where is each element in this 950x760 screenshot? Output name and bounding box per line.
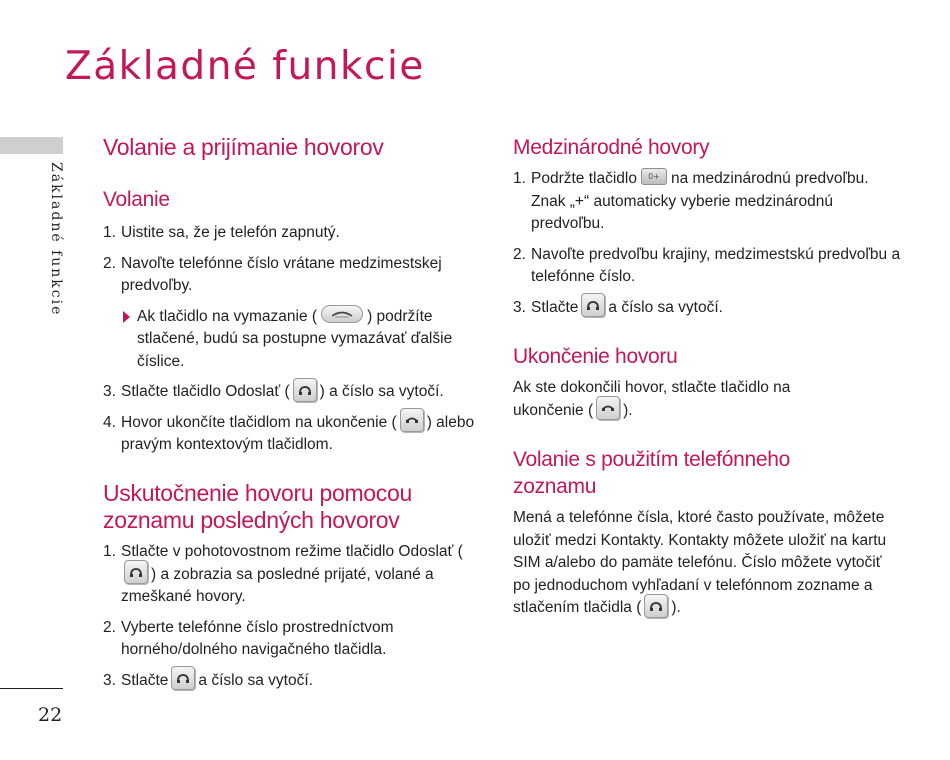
list-item	[103, 253, 483, 298]
note-text-after: ) podržíte stlačené, budú sa postupne vymazávať ďalšie číslice.	[137, 307, 453, 370]
recent-steps	[103, 541, 483, 700]
list-item	[103, 670, 483, 693]
list-item	[103, 617, 483, 662]
list-item	[103, 222, 483, 245]
item-number: 3.	[103, 671, 116, 689]
send-key-icon	[293, 378, 317, 402]
paragraph-text-after: ).	[623, 401, 633, 419]
item-text-after: ) alebo pravým kontextovým tlačidlom.	[121, 413, 475, 453]
list-item	[103, 412, 483, 457]
subheading-recent-calls: Uskutočnenie hovoru pomocou zoznamu posledných hovorov	[103, 480, 412, 533]
item-text-after: a číslo sa vytočí.	[608, 298, 723, 316]
clear-key-icon	[321, 305, 363, 323]
item-text-before: Stlačte tlačidlo Odoslať (	[121, 383, 290, 400]
item-number: 4.	[103, 413, 116, 431]
item-text: Vyberte telefónne číslo prostredníctvom horného/dolného navigačného tlačidla.	[121, 618, 394, 658]
item-number: 3.	[103, 383, 116, 400]
page-title: Základné funkcie	[65, 44, 425, 89]
paragraph-text-before: Ak ste dokončili hovor, stlačte tlačidlo na ukončenie (	[513, 379, 791, 419]
item-text-after: a číslo sa vytočí.	[198, 671, 313, 689]
list-item	[103, 381, 483, 404]
item-text-before: Stlačte v pohotovostnom režime tlačidlo Odoslať (	[121, 543, 463, 560]
end-key-icon	[400, 408, 424, 432]
list-item	[513, 244, 903, 289]
item-text-before: Hovor ukončíte tlačidlom na ukončenie (	[121, 413, 397, 431]
list-item	[103, 541, 483, 609]
item-text: Navoľte predvoľbu krajiny, medzimestskú predvoľbu a telefónne číslo.	[531, 245, 901, 285]
item-text-before: Stlačte	[121, 671, 169, 689]
item-number: 2.	[103, 254, 116, 272]
bullet-triangle-icon	[123, 311, 130, 323]
item-text: Navoľte telefónne číslo vrátane medzimestskej predvoľby.	[121, 254, 442, 294]
item-text-after: ) a zobrazia sa posledné prijaté, volané a zmeškané hovory.	[121, 565, 434, 605]
paragraph-text-before: Mená a telefónne čísla, ktoré často používate, môžete uložiť medzi Kontakty. Kontakty môžete uložiť na kartu SIM a/alebo do pamäte telefónu. Číslo môžete vytočiť po jednoduchom vyhľadaní v telefónnom zozname a stlačením tlačidla (	[513, 509, 887, 616]
side-tab	[0, 137, 63, 154]
note-text-before: Ak tlačidlo na vymazanie (	[137, 307, 318, 325]
send-key-icon	[171, 666, 195, 690]
item-number: 1.	[103, 543, 116, 560]
item-number: 1.	[513, 170, 526, 187]
send-key-icon	[124, 560, 148, 584]
international-steps	[513, 168, 903, 327]
send-key-icon	[644, 594, 668, 618]
list-item	[513, 168, 903, 236]
item-text-before: Stlačte	[531, 298, 579, 316]
item-text: Uistite sa, že je telefón zapnutý.	[121, 224, 340, 241]
subheading-end-call: Ukončenie hovoru	[513, 345, 678, 368]
volanie-steps	[103, 222, 483, 465]
item-number: 3.	[513, 298, 526, 316]
note-item	[103, 306, 483, 374]
end-key-icon	[596, 396, 620, 420]
subheading-international: Medzinárodné hovory	[513, 136, 710, 159]
item-number: 1.	[103, 224, 116, 241]
paragraph-text-after: ).	[671, 599, 681, 616]
subheading-phonebook: Volanie s použitím telefónneho zoznamu	[513, 448, 791, 498]
page-number: 22	[38, 704, 63, 726]
send-key-icon	[581, 293, 605, 317]
zero-plus-key-icon: 0+	[641, 168, 667, 185]
item-number: 2.	[103, 618, 116, 636]
list-item	[513, 297, 903, 320]
end-call-paragraph	[513, 377, 813, 422]
item-text-after: ) a číslo sa vytočí.	[319, 383, 444, 400]
item-number: 2.	[513, 245, 526, 263]
subheading-volanie: Volanie	[103, 188, 170, 211]
phonebook-paragraph	[513, 507, 888, 620]
side-chapter-label: Základné funkcie	[48, 162, 64, 317]
item-text-before: Podržte tlačidlo	[531, 170, 637, 187]
item-text-after: na medzinárodnú predvoľbu. Znak „+“ automaticky vyberie medzinárodnú predvoľbu.	[531, 170, 869, 232]
section-heading: Volanie a prijímanie hovorov	[103, 134, 384, 160]
footer-rule	[0, 688, 63, 689]
